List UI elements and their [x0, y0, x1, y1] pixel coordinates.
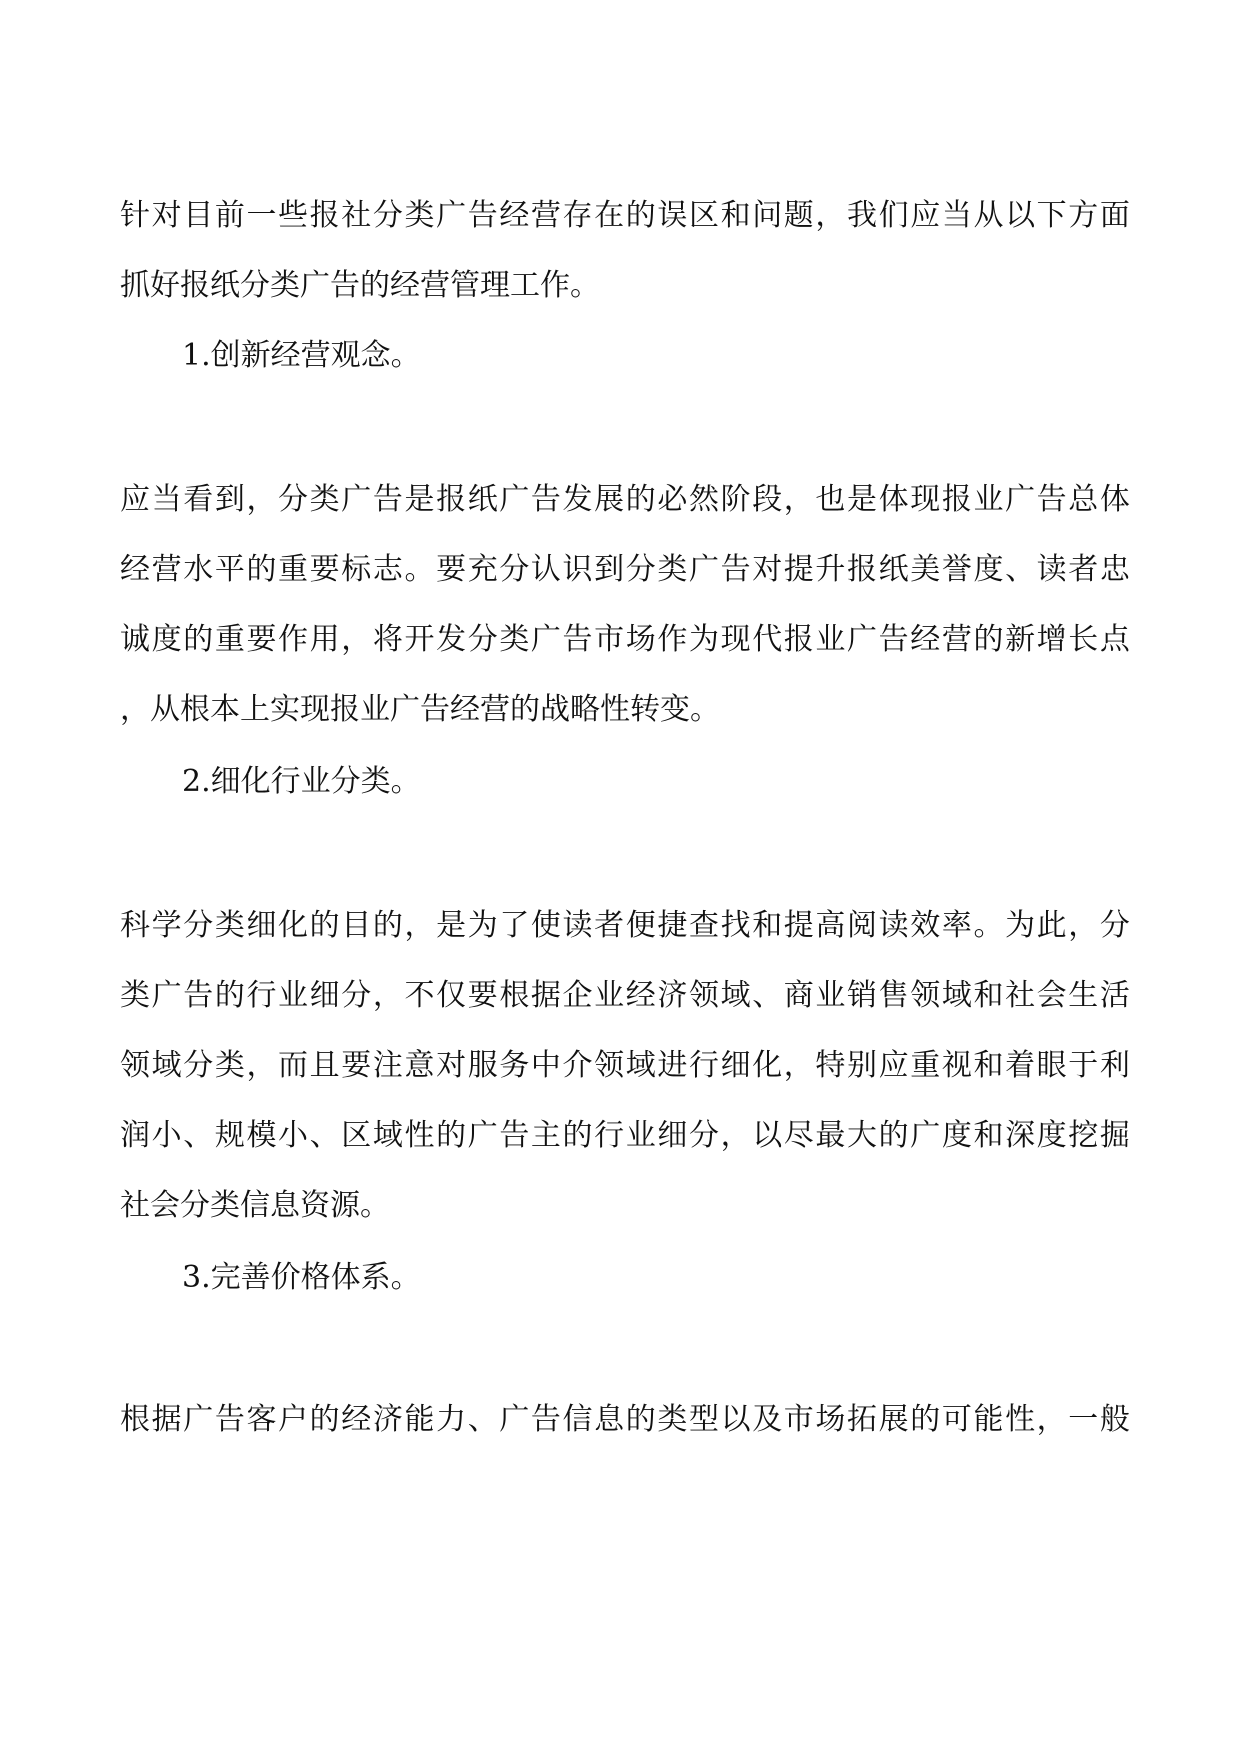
section-heading-1: 1.创新经营观念。 [182, 338, 421, 373]
para-1-line-2: 经 营 水 平 的 重 要 标 志 。 要 充 分 认 识 到 分 类 广 告 对 提 升 报 纸 美 誉 度 、 读 者 忠 [120, 552, 1130, 587]
para-1-line-4: ，从根本上实现报业广告经营的战略性转变。 [120, 692, 720, 727]
para-1-line-1: 应 当 看 到 ， 分 类 广 告 是 报 纸 广 告 发 展 的 必 然 阶 段 ， 也 是 体 现 报 业 广 告 总 体 [120, 482, 1130, 517]
intro-line-2: 抓好报纸分类广告的经营管理工作。 [120, 268, 600, 303]
para-2-line-2: 类 广 告 的 行 业 细 分 ， 不 仅 要 根 据 企 业 经 济 领 域 、 商 业 销 售 领 域 和 社 会 生 活 [120, 978, 1130, 1013]
section-heading-3: 3.完善价格体系。 [182, 1260, 421, 1295]
para-2-line-3: 领 域 分 类 ， 而 且 要 注 意 对 服 务 中 介 领 域 进 行 细 化 ， 特 别 应 重 视 和 着 眼 于 利 [120, 1048, 1130, 1083]
intro-line-1: 针 对 目 前 一 些 报 社 分 类 广 告 经 营 存 在 的 误 区 和 问 题 ， 我 们 应 当 从 以 下 方 面 [120, 198, 1130, 233]
para-2-line-4: 润 小 、 规 模 小 、 区 域 性 的 广 告 主 的 行 业 细 分 ， 以 尽 最 大 的 广 度 和 深 度 挖 掘 [120, 1118, 1130, 1153]
para-2-line-1: 科 学 分 类 细 化 的 目 的 ， 是 为 了 使 读 者 便 捷 查 找 和 提 高 阅 读 效 率 。 为 此 ， 分 [120, 908, 1130, 943]
para-2-line-5: 社会分类信息资源。 [120, 1188, 390, 1223]
section-heading-2: 2.细化行业分类。 [182, 764, 421, 799]
para-3-line-1: 根 据 广 告 客 户 的 经 济 能 力 、 广 告 信 息 的 类 型 以 及 市 场 拓 展 的 可 能 性 ， 一 般 [120, 1402, 1130, 1437]
para-1-line-3: 诚 度 的 重 要 作 用 ， 将 开 发 分 类 广 告 市 场 作 为 现 代 报 业 广 告 经 营 的 新 增 长 点 [120, 622, 1130, 657]
